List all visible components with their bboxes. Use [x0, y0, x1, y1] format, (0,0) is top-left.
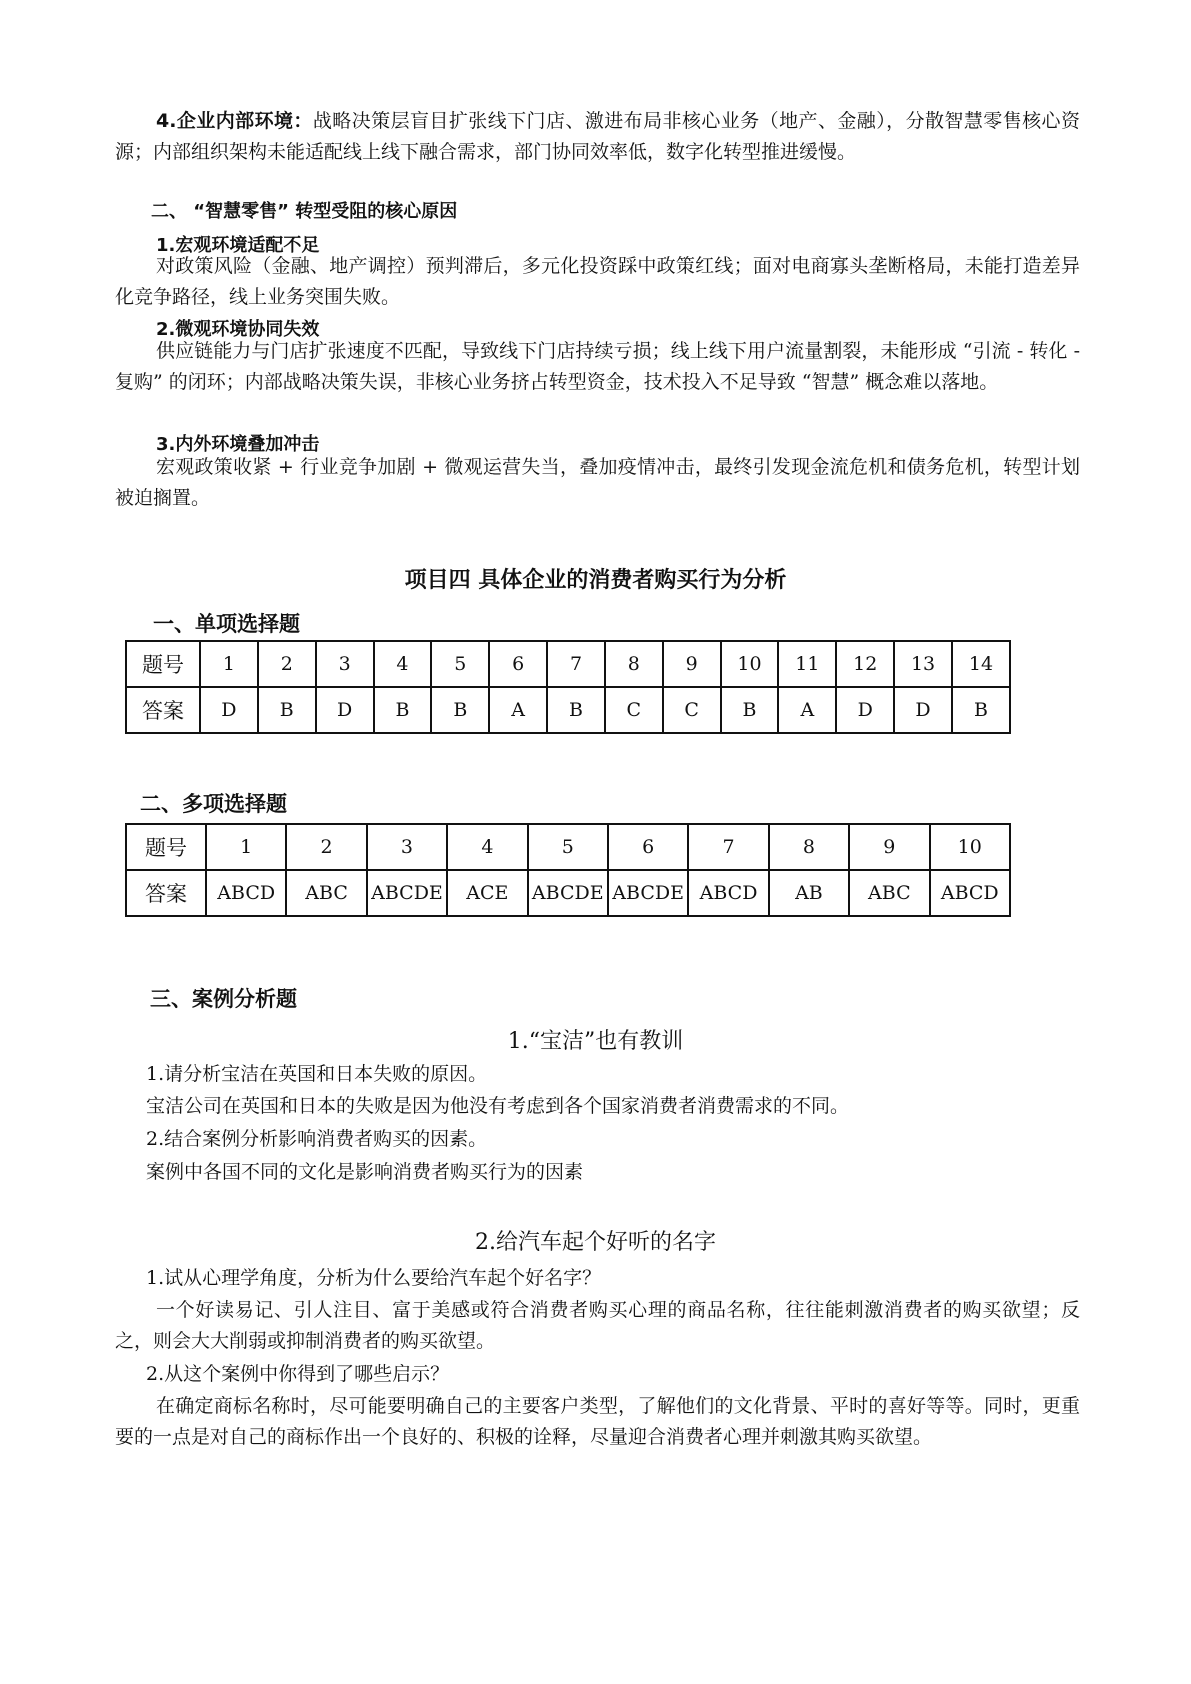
answer-cell: C	[605, 687, 663, 733]
question-number-cell: 5	[528, 824, 608, 870]
question-number-cell: 8	[769, 824, 849, 870]
case-2-title: 2.给汽车起个好听的名字	[475, 1230, 716, 1255]
answer-cell: C	[663, 687, 721, 733]
answer-cell: ABC	[849, 870, 929, 916]
case-2-question-2: 2.从这个案例中你得到了哪些启示？	[146, 1363, 450, 1385]
question-number-cell: 8	[605, 641, 663, 687]
row-label-answer: 答案	[126, 687, 200, 733]
multi-choice-table	[125, 823, 1011, 917]
question-number-cell: 7	[547, 641, 605, 687]
answer-cell: ABC	[286, 870, 366, 916]
single-choice-heading: 一、单项选择题	[153, 612, 300, 636]
question-number-cell: 9	[663, 641, 721, 687]
case-1-answer-2: 案例中各国不同的文化是影响消费者购买行为的因素	[146, 1161, 584, 1183]
multi-choice-answer-row	[126, 870, 1010, 916]
question-number-cell: 10	[930, 824, 1010, 870]
row-label-answer: 答案	[126, 870, 206, 916]
answer-cell: D	[836, 687, 894, 733]
question-number-cell: 9	[849, 824, 929, 870]
internal-environment-paragraph	[115, 106, 1080, 168]
reasons-heading: 二、 “智慧零售” 转型受阻的核心原因	[151, 201, 458, 222]
answer-cell: B	[258, 687, 316, 733]
question-number-cell: 13	[894, 641, 952, 687]
project-title: 项目四 具体企业的消费者购买行为分析	[404, 568, 787, 593]
case-2-question-1: 1.试从心理学角度，分析为什么要给汽车起个好名字？	[146, 1267, 602, 1289]
question-number-cell: 11	[778, 641, 836, 687]
internal-environment-label: 4.企业内部环境：	[156, 110, 313, 132]
answer-cell: D	[200, 687, 258, 733]
case-1-title: 1.“宝洁”也有教训	[507, 1029, 684, 1054]
question-number-cell: 12	[836, 641, 894, 687]
question-number-cell: 4	[374, 641, 432, 687]
question-number-cell: 10	[721, 641, 779, 687]
case-1-question-2: 2.结合案例分析影响消费者购买的因素。	[146, 1128, 488, 1150]
row-label-number: 题号	[126, 824, 206, 870]
single-choice-table	[125, 640, 1011, 734]
question-number-cell: 2	[258, 641, 316, 687]
answer-cell: D	[316, 687, 374, 733]
answer-cell: ABCD	[688, 870, 768, 916]
question-number-cell: 6	[608, 824, 688, 870]
answer-cell: AB	[769, 870, 849, 916]
answer-cell: A	[778, 687, 836, 733]
multi-choice-number-row	[126, 824, 1010, 870]
reason-2-title: 2.微观环境协同失效	[156, 319, 320, 340]
answer-cell: B	[952, 687, 1010, 733]
question-number-cell: 4	[447, 824, 527, 870]
reason-1-title: 1.宏观环境适配不足	[156, 235, 320, 256]
answer-cell: B	[547, 687, 605, 733]
question-number-cell: 2	[286, 824, 366, 870]
single-choice-answer-row	[126, 687, 1010, 733]
reason-3-title: 3.内外环境叠加冲击	[156, 434, 320, 455]
question-number-cell: 6	[489, 641, 547, 687]
single-choice-number-row	[126, 641, 1010, 687]
case-1-answer-1: 宝洁公司在英国和日本的失败是因为他没有考虑到各个国家消费者消费需求的不同。	[146, 1095, 850, 1117]
question-number-cell: 7	[688, 824, 768, 870]
internal-environment-text: 战略决策层盲目扩张线下门店、激进布局非核心业务（地产、金融），分散智慧零售核心资源；内部组织架构未能适配线上线下融合需求，部门协同效率低，数字化转型推进缓慢。	[115, 110, 1080, 163]
question-number-cell: 14	[952, 641, 1010, 687]
answer-cell: ABCDE	[528, 870, 608, 916]
reason-2-text: 供应链能力与门店扩张速度不匹配，导致线下门店持续亏损；线上线下用户流量割裂，未能形成 “引流 - 转化 - 复购” 的闭环；内部战略决策失误，非核心业务挤占转型资金，技术投入不足导致 “智慧” 概念难以落地。	[115, 340, 1080, 393]
case-2-answer-1: 一个好读易记、引人注目、富于美感或符合消费者购买心理的商品名称，往往能刺激消费者的购买欲望；反之，则会大大削弱或抑制消费者的购买欲望。	[115, 1299, 1080, 1352]
answer-cell: B	[431, 687, 489, 733]
answer-cell: ABCD	[930, 870, 1010, 916]
answer-cell: A	[489, 687, 547, 733]
question-number-cell: 5	[431, 641, 489, 687]
answer-cell: ACE	[447, 870, 527, 916]
case-1-question-1: 1.请分析宝洁在英国和日本失败的原因。	[146, 1063, 488, 1085]
question-number-cell: 3	[316, 641, 374, 687]
question-number-cell: 3	[367, 824, 447, 870]
question-number-cell: 1	[206, 824, 286, 870]
row-label-number: 题号	[126, 641, 200, 687]
question-number-cell: 1	[200, 641, 258, 687]
answer-cell: D	[894, 687, 952, 733]
reason-3-text: 宏观政策收紧 + 行业竞争加剧 + 微观运营失当，叠加疫情冲击，最终引发现金流危机和债务危机，转型计划被迫搁置。	[115, 456, 1080, 509]
answer-cell: B	[374, 687, 432, 733]
reason-1-text: 对政策风险（金融、地产调控）预判滞后，多元化投资踩中政策红线；面对电商寡头垄断格局，未能打造差异化竞争路径，线上业务突围失败。	[115, 255, 1080, 308]
answer-cell: ABCDE	[608, 870, 688, 916]
answer-cell: ABCDE	[367, 870, 447, 916]
answer-cell: ABCD	[206, 870, 286, 916]
case-2-answer-2: 在确定商标名称时，尽可能要明确自己的主要客户类型，了解他们的文化背景、平时的喜好等等。同时，更重要的一点是对自己的商标作出一个良好的、积极的诠释，尽量迎合消费者心理并刺激其购买欲望。	[115, 1395, 1080, 1448]
case-analysis-heading: 三、案例分析题	[150, 987, 297, 1011]
answer-cell: B	[721, 687, 779, 733]
multi-choice-heading: 二、多项选择题	[140, 792, 287, 816]
